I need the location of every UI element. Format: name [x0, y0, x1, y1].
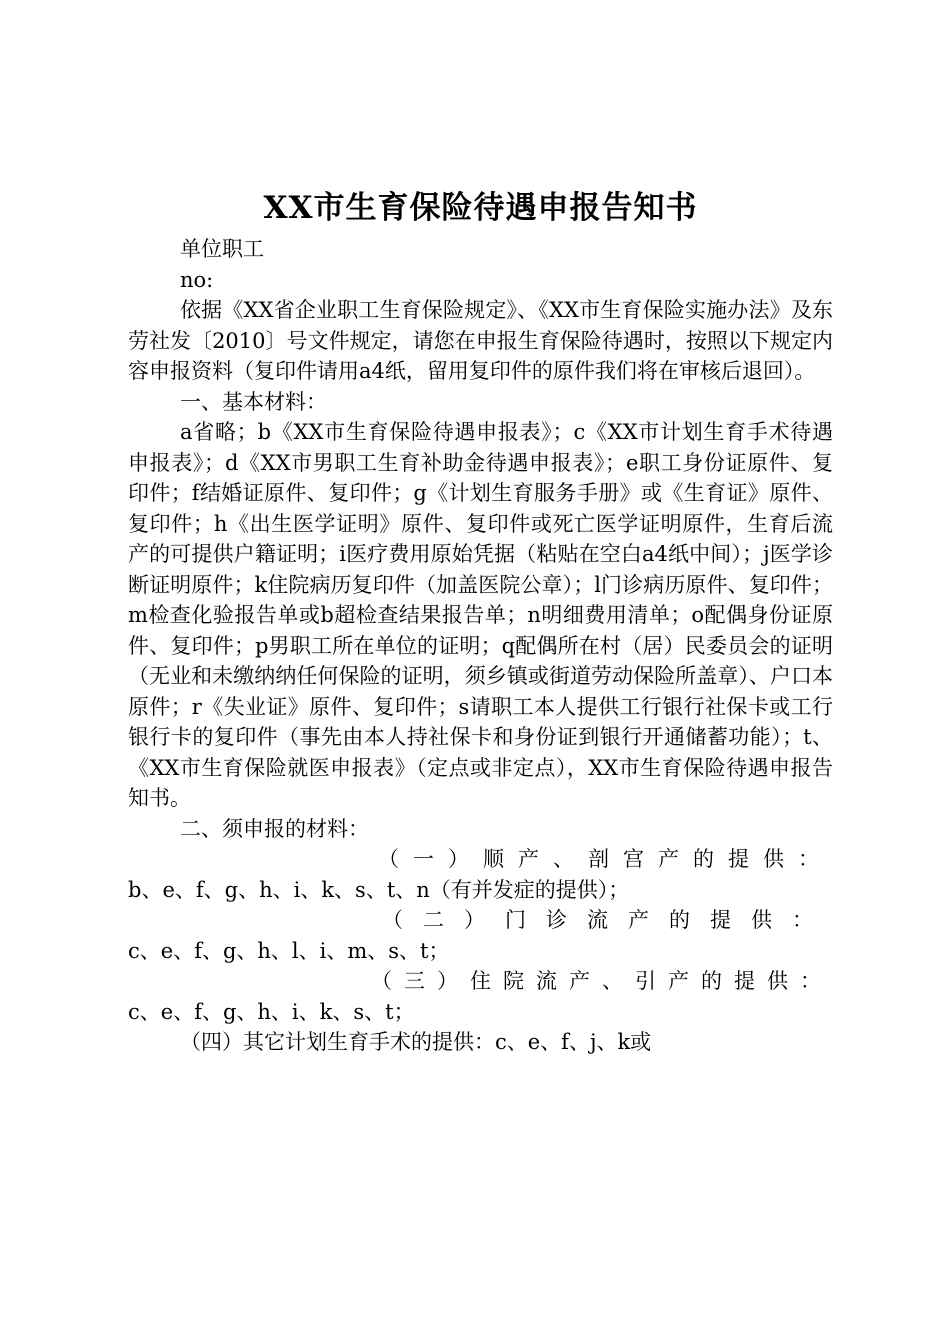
salutation-unit: 单位职工	[180, 237, 264, 261]
item1-label: （一）顺产、剖宫产的提供：	[378, 847, 833, 871]
document-title: XX市生育保险待遇申报告知书	[263, 190, 698, 226]
document-page	[128, 186, 833, 1058]
item2-label: （二）门诊流产的提供：	[382, 908, 833, 932]
section2-heading: 二、须申报的材料：	[180, 816, 369, 841]
item3-label: （三）住院流产、引产的提供：	[371, 969, 833, 993]
item4-line: （四）其它计划生育手术的提供：c、e、f、j、k或	[180, 1030, 652, 1054]
intro-paragraph: 依据《XX省企业职工生育保险规定》、《XX市生育保险实施办法》及东劳社发〔2010〕号文件规定，请您在申报生育保险待遇时，按照以下规定内容申报资料（复印件请用a4纸，留用复印件的原件我们将在审核后退回）。	[128, 298, 833, 383]
item1-codes: b、e、f、g、h、i、k、s、t、n（有并发症的提供）；	[128, 877, 630, 902]
item2-codes: c、e、f、g、h、l、i、m、s、t；	[128, 938, 450, 963]
section1-heading: 一、基本材料：	[180, 389, 327, 414]
section1-body: a省略；b《XX市生育保险待遇申报表》；c《XX市计划生育手术待遇申报表》；d《XX市男职工生育补助金待遇申报表》；e职工身份证原件、复印件；f结婚证原件、复印件；g《计划生育服务手册》或《生育证》原件、复印件；h《出生医学证明》原件、复印件或死亡医学证明原件，生育后流产的可提供户籍证明；i医疗费用原始凭据（粘贴在空白a4纸中间）；j医学诊断证明原件；k住院病历复印件（加盖医院公章）；l门诊病历原件、复印件；m检查化验报告单或b超检查结果报告单；n明细费用清单；o配偶身份证原件、复印件；p男职工所在单位的证明；q配偶所在村（居）民委员会的证明（无业和未缴纳纳任何保险的证明，须乡镇或街道劳动保险所盖章）、户口本原件；r《失业证》原件、复印件；s请职工本人提供工行银行社保卡或工行银行卡的复印件（事先由本人持社保卡和身份证到银行开通储蓄功能）；t、《XX市生育保险就医申报表》（定点或非定点），XX市生育保险待遇申报告知书。	[128, 420, 833, 810]
salutation-no: no:	[180, 267, 214, 292]
item3-codes: c、e、f、g、h、i、k、s、t；	[128, 999, 415, 1024]
